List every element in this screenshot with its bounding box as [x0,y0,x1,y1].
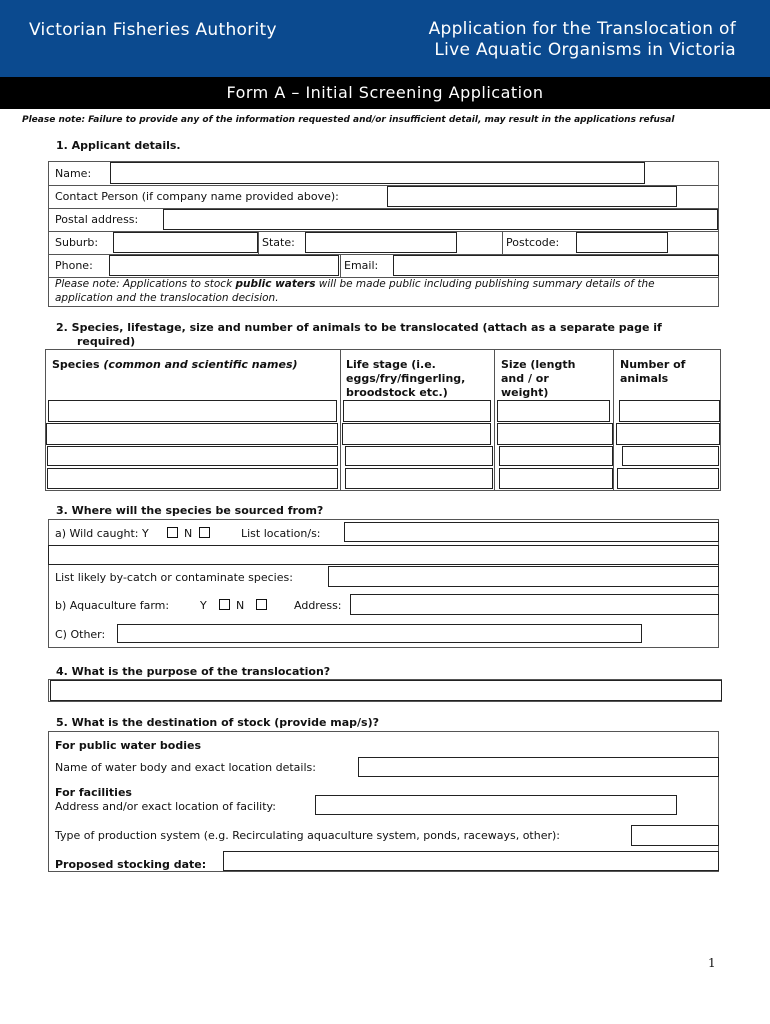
application-title-line1: Application for the Translocation of [428,19,736,39]
note-emphasis: public waters [235,278,316,290]
production-system-field[interactable] [631,825,719,846]
postcode-field[interactable] [576,232,668,253]
divider [494,349,495,491]
size-field[interactable] [499,468,613,489]
bycatch-field[interactable] [328,566,719,587]
stocking-date-field[interactable] [223,851,719,871]
size-field[interactable] [497,423,613,445]
size-field[interactable] [499,446,613,466]
list-location-label: List location/s: [241,527,321,540]
lifestage-field[interactable] [345,446,493,466]
aquaculture-no-label: N [236,599,245,612]
phone-label: Phone: [55,259,93,272]
divider [613,349,614,491]
divider [258,231,259,254]
postal-address-field[interactable] [163,209,718,230]
other-label: C) Other: [55,628,106,641]
aquaculture-farm-label: b) Aquaculture farm: [55,599,170,612]
facility-address-field[interactable] [315,795,677,815]
address-label: Address: [294,599,342,612]
purpose-field[interactable] [50,680,722,701]
public-waters-note [55,277,715,305]
note-text: Please note: Applications to stock [55,278,236,290]
header-text: and / or [501,372,549,385]
wild-caught-no-label: N [184,527,193,540]
application-title [406,19,736,61]
organisation-name: Victorian Fisheries Authority [29,20,277,40]
lifestage-field[interactable] [343,400,491,422]
water-body-field[interactable] [358,757,719,777]
refusal-note: Please note: Failure to provide any of the information requested and/or insufficient detail, may result in the applications refusal [22,115,675,125]
postcode-label: Postcode: [506,236,560,249]
number-field[interactable] [622,446,719,466]
section5-heading: 5. What is the destination of stock (provide map/s)? [56,716,379,729]
species-field[interactable] [48,400,337,422]
phone-field[interactable] [109,255,339,276]
section3-heading: 3. Where will the species be sourced from? [56,504,324,517]
farm-address-field[interactable] [350,594,719,615]
state-label: State: [262,236,295,249]
form-title: Form A – Initial Screening Application [0,77,770,109]
column-header-species [52,358,298,372]
name-label: Name: [55,167,92,180]
section4-heading: 4. What is the purpose of the translocation? [56,665,331,678]
header-text: weight) [501,386,549,399]
note-text: will be made public including publishing summary details of the application and the translocation decision. [55,278,655,304]
wild-caught-yes-checkbox[interactable] [167,527,178,538]
divider [340,349,341,491]
aquaculture-no-checkbox[interactable] [256,599,267,610]
header-text: animals [620,372,669,385]
other-source-field[interactable] [117,624,642,643]
postal-address-label: Postal address: [55,213,139,226]
column-header-number [620,358,685,386]
header-text: eggs/fry/fingerling, [346,372,466,385]
divider [502,231,503,254]
header-text: Life stage (i.e. [346,358,436,371]
number-field[interactable] [619,400,720,422]
application-title-line2: Live Aquatic Organisms in Victoria [434,40,736,60]
aquaculture-yes-label: Y [200,599,207,612]
public-water-heading: For public water bodies [55,739,201,752]
facilities-heading: For facilities [55,786,132,799]
section1-heading: 1. Applicant details. [56,139,181,152]
header-text: broodstock etc.) [346,386,448,399]
header-text: Species [52,358,104,371]
column-header-lifestage [346,358,465,400]
lifestage-field[interactable] [342,423,491,445]
name-field[interactable] [110,162,645,184]
contact-person-field[interactable] [387,186,677,207]
contact-person-label: Contact Person (if company name provided above): [55,190,339,203]
number-field[interactable] [617,468,719,489]
section2-heading: 2. Species, lifestage, size and number of animals to be translocated (attach as a separate page if [56,321,662,334]
column-header-size [501,358,575,400]
state-field[interactable] [305,232,457,253]
facility-address-label: Address and/or exact location of facility: [55,800,276,813]
wild-caught-no-checkbox[interactable] [199,527,210,538]
aquaculture-yes-checkbox[interactable] [219,599,230,610]
section2-heading-cont: required) [77,335,136,348]
suburb-field[interactable] [113,232,258,253]
page-number: 1 [708,956,716,970]
size-field[interactable] [497,400,610,422]
lifestage-field[interactable] [345,468,493,489]
number-field[interactable] [616,423,720,445]
water-body-label: Name of water body and exact location details: [55,761,316,774]
species-field[interactable] [47,446,338,466]
location-field[interactable] [344,522,719,542]
species-field[interactable] [47,468,338,489]
page-header [0,0,770,77]
production-system-label: Type of production system (e.g. Recirculating aquaculture system, ponds, raceways, other): [55,829,561,842]
email-field[interactable] [393,255,719,276]
bycatch-label: List likely by-catch or contaminate species: [55,571,293,584]
divider [340,254,341,277]
location-field-continued[interactable] [48,545,719,565]
header-text: Size (length [501,358,576,371]
header-text: (common and scientific names) [103,358,298,371]
header-text: Number of [620,358,686,371]
species-field[interactable] [46,423,338,445]
wild-caught-label: a) Wild caught: Y [55,527,149,540]
suburb-label: Suburb: [55,236,99,249]
email-label: Email: [344,259,379,272]
stocking-date-label: Proposed stocking date: [55,858,207,871]
